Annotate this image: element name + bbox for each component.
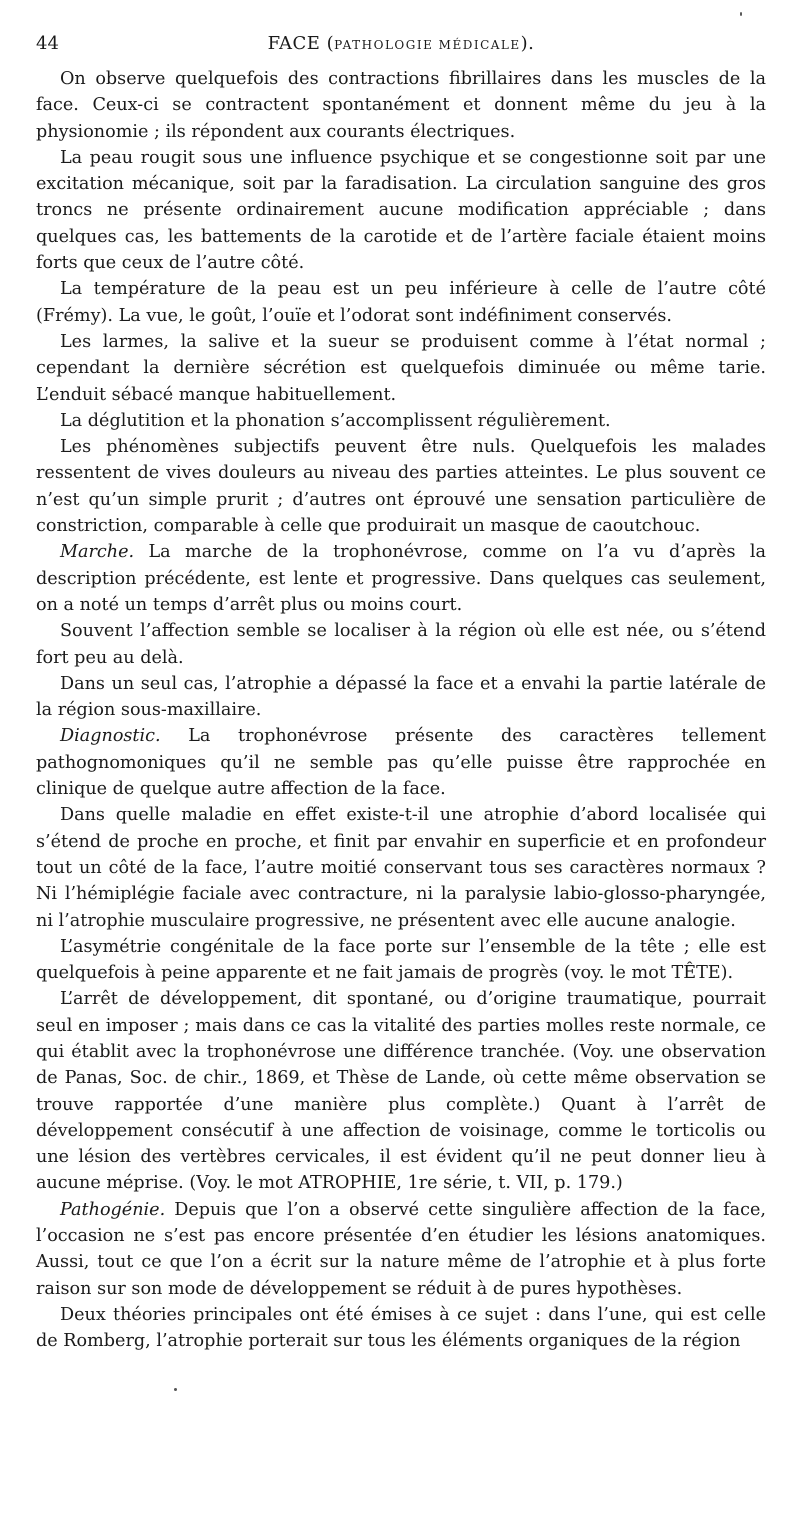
paragraph-text: Dans quelle maladie en effet existe-t-il une atrophie d’abord localisée qui s’étend de proche en proche, et finit par envahir en superficie et en profondeur tout un côté de la face, l’autre moitié conservant tous ses caractères normaux ? Ni l’hémiplégie faciale avec contracture, ni la paralysie labio-glosso-pharyngée, ni l’atrophie musculaire progressive, ne présentent avec elle aucune analogie. [36,805,766,931]
paragraph-text: Deux théories principales ont été émises à ce sujet : dans l’une, qui est celle de Romberg, l’atrophie porterait sur tous les éléments organiques de la région [36,1304,766,1352]
paragraph-text: La marche de la trophonévrose, comme on l’a vu d’après la description précédente, est lente et progressive. Dans quelques cas seulement, on a noté un temps d’arrêt plus ou moins court. [36,542,766,615]
section-heading: Marche. [60,542,135,563]
paragraph-text: La trophonévrose présente des caractères tellement pathognomoniques qu’il ne semble pas qu’elle puisse être rapprochée en clinique de quelque autre affection de la face. [36,726,766,800]
paragraph [36,329,766,408]
running-title-small-caps: PATHOLOGIE MÉDICALE [334,38,521,52]
paragraph-text: On observe quelquefois des contractions fibrillaires dans les muscles de la face. Ceux-ci se contractent spontanément et donnent même du jeu à la physionomie ; ils répondent aux courants électriques. [36,69,766,142]
paragraph [36,1302,766,1355]
paragraph [36,723,766,802]
paragraph [36,276,766,329]
paragraph-text: Dans un seul cas, l’atrophie a dépassé la face et a envahi la partie latérale de la région sous-maxillaire. [36,673,766,721]
running-title-end: ). [520,33,535,54]
paragraph [36,671,766,724]
paragraph [36,539,766,618]
running-title [36,30,766,59]
running-title-main: FACE ( [267,33,335,54]
paragraph [36,934,766,987]
paragraph-text: L’arrêt de développement, dit spontané, ou d’origine traumatique, pourrait seul en imposer ; mais dans ce cas la vitalité des parties molles reste normale, ce qui établit avec la trophonévrose une différence tranchée. (Voy. une observation de Panas, Soc. de chir., 1869, et Thèse de Lande, où cette même observation se trouve rapportée d’une manière plus complète.) Quant à l’arrêt de développement consécutif à une affection de voisinage, comme le torticolis ou une lésion des vertèbres cervicales, il est évident qu’il ne peut donner lieu à aucune méprise. (Voy. le mot ATROPHIE, 1re série, t. VII, p. 179.) [36,989,766,1194]
paragraph [36,986,766,1196]
section-heading: Pathogénie. [60,1199,166,1220]
paragraph-text: Depuis que l’on a observé cette singulière affection de la face, l’occasion ne s’est pas encore présentée d’en étudier les lésions anatomiques. Aussi, tout ce que l’on a écrit sur la nature même de l’atrophie et à plus forte raison sur son mode de développement se réduit à de pures hypothèses. [36,1199,766,1299]
paragraph [36,618,766,671]
paragraph-text: Les larmes, la salive et la sueur se produisent comme à l’état normal ; cependant la dernière sécrétion est quelquefois diminuée ou même tarie. L’enduit sébacé manque habituellement. [36,331,766,405]
paragraph-text: La peau rougit sous une influence psychique et se congestionne soit par une excitation mécanique, soit par la faradisation. La circulation sanguine des gros troncs ne présente ordinairement aucune modification appréciable ; dans quelques cas, les battements de la carotide et de l’artère faciale étaient moins forts que ceux de l’autre côté. [36,147,766,274]
paragraph-text: Souvent l’affection semble se localiser à la région où elle est née, ou s’étend fort peu au delà. [36,621,766,668]
paragraph [36,66,766,145]
paragraph-text: La déglutition et la phonation s’accomplissent régulièrement. [60,410,611,431]
paragraph [36,802,766,933]
section-heading: Diagnostic. [60,726,161,747]
paragraph-text: L’asymétrie congénitale de la face porte sur l’ensemble de la tête ; elle est quelquefois à peine apparente et ne fait jamais de progrès (voy. le mot TÊTE). [36,936,766,984]
print-speck [740,12,742,16]
paragraph-text: Les phénomènes subjectifs peuvent être nuls. Quelquefois les malades ressentent de vives douleurs au niveau des parties atteintes. Le plus souvent ce n’est qu’un simple prurit ; d’autres ont éprouvé une sensation particulière de constriction, comparable à celle que produirait un masque de caoutchouc. [36,437,766,537]
page-number: 44 [36,33,59,54]
page-header [36,30,766,58]
paragraph [36,408,766,434]
paragraph [36,1197,766,1302]
paragraph-text: La température de la peau est un peu inférieure à celle de l’autre côté (Frémy). La vue, le goût, l’ouïe et l’odorat sont indéfiniment conservés. [36,279,766,326]
print-speck [174,1388,177,1391]
paragraph [36,145,766,276]
body-text [36,66,766,1355]
paragraph [36,434,766,539]
